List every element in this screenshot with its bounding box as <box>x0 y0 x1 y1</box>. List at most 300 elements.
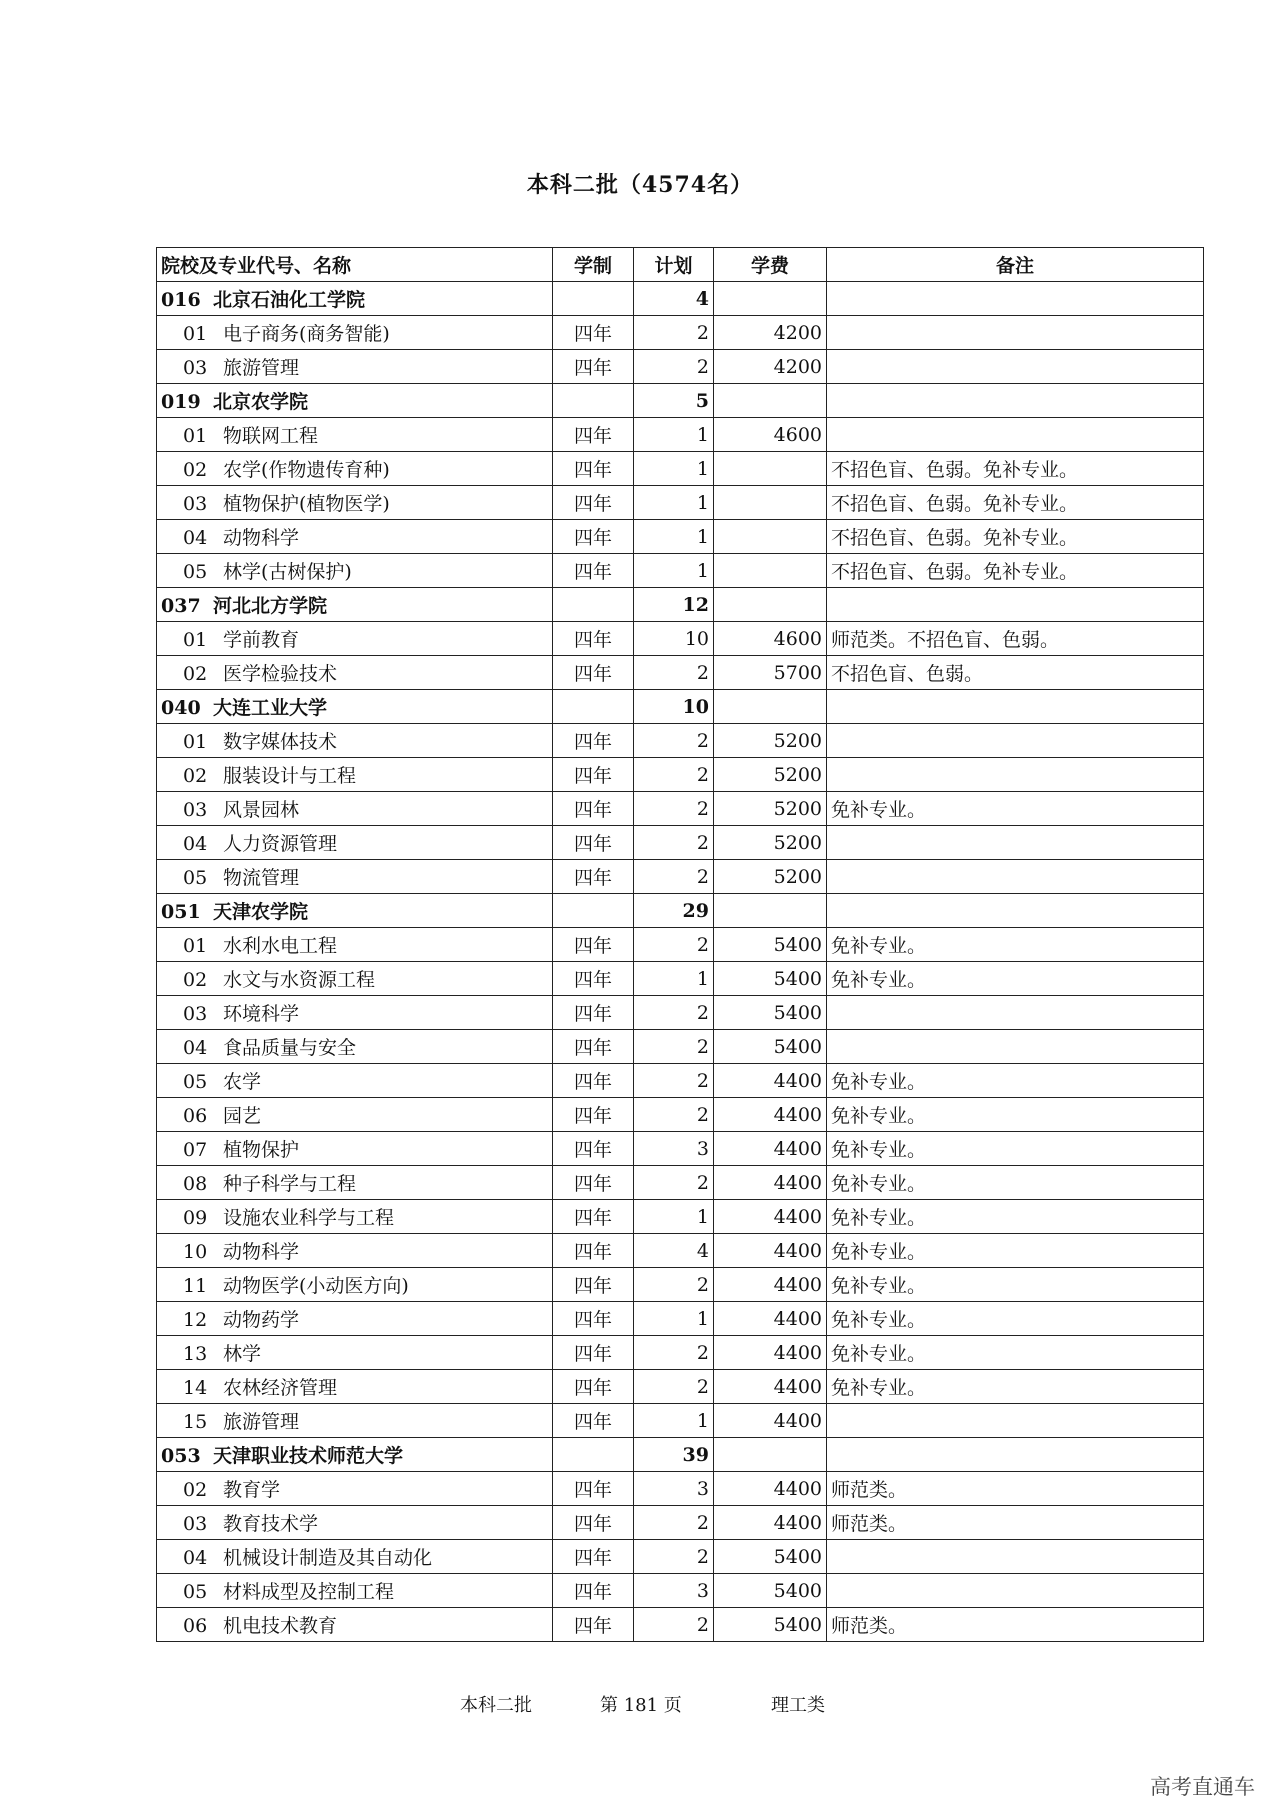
major-note: 免补专业。 <box>827 1336 1204 1370</box>
school-plan: 10 <box>634 690 714 724</box>
school-name: 天津职业技术师范大学 <box>213 1445 404 1467</box>
school-name: 河北北方学院 <box>213 595 328 617</box>
major-row <box>157 860 1204 894</box>
major-plan: 2 <box>634 656 714 690</box>
major-fee: 4400 <box>714 1098 827 1132</box>
major-note <box>827 826 1204 860</box>
major-fee: 4400 <box>714 1336 827 1370</box>
major-code: 05 <box>183 1071 208 1093</box>
major-row <box>157 520 1204 554</box>
major-code: 08 <box>183 1173 208 1195</box>
major-code: 11 <box>183 1275 208 1297</box>
major-row <box>157 350 1204 384</box>
school-plan: 39 <box>634 1438 714 1472</box>
major-name: 物流管理 <box>223 867 300 889</box>
major-fee: 5400 <box>714 996 827 1030</box>
major-fee <box>714 486 827 520</box>
table-body <box>157 282 1204 1642</box>
school-note <box>827 588 1204 622</box>
major-code: 07 <box>183 1139 208 1161</box>
school-code: 040 <box>161 697 201 719</box>
major-row <box>157 1404 1204 1438</box>
school-code: 053 <box>161 1445 201 1467</box>
major-duration: 四年 <box>553 452 634 486</box>
major-fee: 5400 <box>714 1030 827 1064</box>
major-duration: 四年 <box>553 1064 634 1098</box>
major-row <box>157 1302 1204 1336</box>
major-plan: 1 <box>634 554 714 588</box>
major-duration: 四年 <box>553 1200 634 1234</box>
major-note: 不招色盲、色弱。免补专业。 <box>827 520 1204 554</box>
major-name-cell <box>157 826 553 860</box>
major-code: 03 <box>183 493 208 515</box>
major-fee: 4400 <box>714 1268 827 1302</box>
major-row <box>157 1506 1204 1540</box>
major-plan: 2 <box>634 1098 714 1132</box>
major-row <box>157 316 1204 350</box>
major-note: 师范类。 <box>827 1472 1204 1506</box>
major-code: 02 <box>183 663 208 685</box>
major-row <box>157 656 1204 690</box>
major-note: 免补专业。 <box>827 1200 1204 1234</box>
major-fee: 4400 <box>714 1200 827 1234</box>
major-name-cell <box>157 1098 553 1132</box>
major-row <box>157 452 1204 486</box>
major-name: 食品质量与安全 <box>223 1037 357 1059</box>
major-name-cell <box>157 1064 553 1098</box>
major-note <box>827 860 1204 894</box>
page-title: 本科二批（4574名） <box>526 172 754 198</box>
major-name-cell <box>157 1200 553 1234</box>
major-plan: 2 <box>634 350 714 384</box>
major-duration: 四年 <box>553 928 634 962</box>
major-row <box>157 1574 1204 1608</box>
major-code: 02 <box>183 459 208 481</box>
major-name-cell <box>157 1166 553 1200</box>
major-code: 12 <box>183 1309 208 1331</box>
major-row <box>157 622 1204 656</box>
major-name: 人力资源管理 <box>223 833 338 855</box>
major-plan: 2 <box>634 1166 714 1200</box>
major-note <box>827 724 1204 758</box>
major-duration: 四年 <box>553 656 634 690</box>
major-row <box>157 554 1204 588</box>
table-header-row <box>157 248 1204 282</box>
school-duration <box>553 1438 634 1472</box>
major-fee: 4400 <box>714 1234 827 1268</box>
school-fee <box>714 588 827 622</box>
major-plan: 4 <box>634 1234 714 1268</box>
major-name: 机械设计制造及其自动化 <box>223 1547 433 1569</box>
major-duration: 四年 <box>553 520 634 554</box>
major-plan: 2 <box>634 1506 714 1540</box>
major-code: 03 <box>183 1513 208 1535</box>
major-fee <box>714 452 827 486</box>
major-name-cell <box>157 554 553 588</box>
major-duration: 四年 <box>553 1336 634 1370</box>
major-code: 09 <box>183 1207 208 1229</box>
school-row <box>157 1438 1204 1472</box>
major-note <box>827 996 1204 1030</box>
major-plan: 2 <box>634 1030 714 1064</box>
major-row <box>157 826 1204 860</box>
major-name-cell <box>157 860 553 894</box>
major-plan: 10 <box>634 622 714 656</box>
major-name-cell <box>157 1540 553 1574</box>
major-code: 02 <box>183 969 208 991</box>
header-plan: 计划 <box>634 248 714 282</box>
school-fee <box>714 1438 827 1472</box>
major-note: 师范类。 <box>827 1506 1204 1540</box>
school-note <box>827 282 1204 316</box>
major-name-cell <box>157 520 553 554</box>
major-name: 机电技术教育 <box>223 1615 338 1637</box>
footer-batch: 本科二批 <box>460 1695 532 1716</box>
major-fee: 4600 <box>714 622 827 656</box>
major-plan: 2 <box>634 1370 714 1404</box>
major-fee: 5700 <box>714 656 827 690</box>
major-duration: 四年 <box>553 1030 634 1064</box>
school-plan: 5 <box>634 384 714 418</box>
major-code: 01 <box>183 323 208 345</box>
major-name-cell <box>157 486 553 520</box>
major-fee: 4400 <box>714 1506 827 1540</box>
major-code: 14 <box>183 1377 208 1399</box>
major-duration: 四年 <box>553 1132 634 1166</box>
major-row <box>157 1098 1204 1132</box>
school-row <box>157 384 1204 418</box>
school-plan: 12 <box>634 588 714 622</box>
major-row <box>157 486 1204 520</box>
major-fee: 4400 <box>714 1132 827 1166</box>
major-name: 设施农业科学与工程 <box>223 1207 395 1229</box>
major-plan: 1 <box>634 520 714 554</box>
major-code: 04 <box>183 1037 208 1059</box>
enrollment-plan-table <box>156 247 1204 1642</box>
major-name-cell <box>157 1132 553 1166</box>
major-duration: 四年 <box>553 1472 634 1506</box>
school-name: 北京石油化工学院 <box>213 289 366 311</box>
major-name-cell <box>157 1574 553 1608</box>
major-name: 林学 <box>223 1343 262 1365</box>
major-plan: 2 <box>634 928 714 962</box>
school-row <box>157 588 1204 622</box>
major-code: 15 <box>183 1411 208 1433</box>
major-name: 物联网工程 <box>223 425 319 447</box>
major-duration: 四年 <box>553 486 634 520</box>
major-row <box>157 996 1204 1030</box>
school-code: 016 <box>161 289 201 311</box>
major-name-cell <box>157 996 553 1030</box>
major-duration: 四年 <box>553 350 634 384</box>
major-duration: 四年 <box>553 1370 634 1404</box>
major-plan: 1 <box>634 1200 714 1234</box>
major-note: 免补专业。 <box>827 928 1204 962</box>
major-row <box>157 1472 1204 1506</box>
major-fee: 5400 <box>714 1608 827 1642</box>
major-note <box>827 1030 1204 1064</box>
major-note: 免补专业。 <box>827 962 1204 996</box>
major-name-cell <box>157 418 553 452</box>
major-code: 02 <box>183 1479 208 1501</box>
header-fee: 学费 <box>714 248 827 282</box>
major-fee: 5400 <box>714 1540 827 1574</box>
major-name-cell <box>157 928 553 962</box>
school-note <box>827 1438 1204 1472</box>
major-duration: 四年 <box>553 996 634 1030</box>
major-note <box>827 418 1204 452</box>
major-duration: 四年 <box>553 1608 634 1642</box>
major-code: 03 <box>183 1003 208 1025</box>
major-duration: 四年 <box>553 1404 634 1438</box>
school-fee <box>714 282 827 316</box>
header-note: 备注 <box>827 248 1204 282</box>
school-fee <box>714 384 827 418</box>
major-note: 免补专业。 <box>827 1166 1204 1200</box>
major-code: 04 <box>183 527 208 549</box>
major-name-cell <box>157 1506 553 1540</box>
major-row <box>157 962 1204 996</box>
major-duration: 四年 <box>553 724 634 758</box>
school-note <box>827 690 1204 724</box>
major-code: 06 <box>183 1105 208 1127</box>
school-code: 019 <box>161 391 201 413</box>
major-note: 不招色盲、色弱。免补专业。 <box>827 452 1204 486</box>
major-name-cell <box>157 622 553 656</box>
major-name: 服装设计与工程 <box>223 765 357 787</box>
school-name-cell <box>157 588 553 622</box>
major-plan: 2 <box>634 996 714 1030</box>
major-duration: 四年 <box>553 1302 634 1336</box>
major-note: 师范类。 <box>827 1608 1204 1642</box>
major-fee: 4400 <box>714 1370 827 1404</box>
major-code: 04 <box>183 1547 208 1569</box>
major-fee: 5400 <box>714 962 827 996</box>
major-name-cell <box>157 1370 553 1404</box>
major-note: 免补专业。 <box>827 1234 1204 1268</box>
major-duration: 四年 <box>553 622 634 656</box>
major-name: 水文与水资源工程 <box>223 969 376 991</box>
school-note <box>827 384 1204 418</box>
major-name-cell <box>157 350 553 384</box>
major-name: 材料成型及控制工程 <box>223 1581 395 1603</box>
school-fee <box>714 690 827 724</box>
major-duration: 四年 <box>553 1574 634 1608</box>
major-name: 旅游管理 <box>223 357 300 379</box>
major-name: 农学 <box>223 1071 262 1093</box>
school-name: 北京农学院 <box>213 391 309 413</box>
major-note: 不招色盲、色弱。 <box>827 656 1204 690</box>
major-name: 教育技术学 <box>223 1513 319 1535</box>
major-code: 01 <box>183 935 208 957</box>
major-plan: 1 <box>634 418 714 452</box>
school-row <box>157 282 1204 316</box>
school-name: 天津农学院 <box>213 901 309 923</box>
major-code: 13 <box>183 1343 208 1365</box>
major-name-cell <box>157 1404 553 1438</box>
major-fee: 4200 <box>714 350 827 384</box>
major-row <box>157 1200 1204 1234</box>
major-note: 免补专业。 <box>827 792 1204 826</box>
major-note <box>827 758 1204 792</box>
major-note: 师范类。不招色盲、色弱。 <box>827 622 1204 656</box>
school-code: 037 <box>161 595 201 617</box>
major-plan: 1 <box>634 1404 714 1438</box>
major-name-cell <box>157 962 553 996</box>
major-name: 园艺 <box>223 1105 262 1127</box>
major-code: 05 <box>183 561 208 583</box>
major-note <box>827 316 1204 350</box>
major-note: 免补专业。 <box>827 1302 1204 1336</box>
major-plan: 2 <box>634 1064 714 1098</box>
major-code: 01 <box>183 425 208 447</box>
major-row <box>157 758 1204 792</box>
major-name: 动物科学 <box>223 1241 300 1263</box>
major-name: 林学(古树保护) <box>223 561 352 583</box>
major-note: 不招色盲、色弱。免补专业。 <box>827 486 1204 520</box>
major-plan: 2 <box>634 860 714 894</box>
major-name-cell <box>157 724 553 758</box>
school-duration <box>553 282 634 316</box>
major-plan: 2 <box>634 1608 714 1642</box>
major-code: 02 <box>183 765 208 787</box>
major-row <box>157 418 1204 452</box>
major-fee: 5200 <box>714 758 827 792</box>
school-fee <box>714 894 827 928</box>
major-name-cell <box>157 758 553 792</box>
major-plan: 1 <box>634 962 714 996</box>
major-code: 03 <box>183 799 208 821</box>
major-note <box>827 350 1204 384</box>
major-name: 动物医学(小动医方向) <box>223 1275 409 1297</box>
major-row <box>157 1064 1204 1098</box>
major-plan: 3 <box>634 1472 714 1506</box>
major-name: 学前教育 <box>223 629 300 651</box>
school-duration <box>553 894 634 928</box>
major-plan: 2 <box>634 1268 714 1302</box>
major-row <box>157 1540 1204 1574</box>
major-row <box>157 1268 1204 1302</box>
major-duration: 四年 <box>553 962 634 996</box>
major-note: 免补专业。 <box>827 1064 1204 1098</box>
major-name: 环境科学 <box>223 1003 300 1025</box>
major-name: 医学检验技术 <box>223 663 338 685</box>
major-fee: 4400 <box>714 1472 827 1506</box>
major-row <box>157 928 1204 962</box>
major-name-cell <box>157 316 553 350</box>
major-code: 05 <box>183 867 208 889</box>
major-name-cell <box>157 1608 553 1642</box>
major-fee: 5200 <box>714 792 827 826</box>
major-name: 旅游管理 <box>223 1411 300 1433</box>
school-name-cell <box>157 690 553 724</box>
major-plan: 2 <box>634 1540 714 1574</box>
major-note: 免补专业。 <box>827 1370 1204 1404</box>
major-name-cell <box>157 1030 553 1064</box>
major-plan: 1 <box>634 486 714 520</box>
major-fee: 5200 <box>714 724 827 758</box>
major-name: 数字媒体技术 <box>223 731 338 753</box>
major-fee: 4400 <box>714 1302 827 1336</box>
major-name-cell <box>157 1472 553 1506</box>
major-name-cell <box>157 1234 553 1268</box>
school-row <box>157 690 1204 724</box>
major-fee: 4400 <box>714 1064 827 1098</box>
major-code: 01 <box>183 629 208 651</box>
school-name: 大连工业大学 <box>213 697 328 719</box>
major-row <box>157 1234 1204 1268</box>
major-fee: 4400 <box>714 1166 827 1200</box>
major-row <box>157 1030 1204 1064</box>
major-duration: 四年 <box>553 860 634 894</box>
major-name: 电子商务(商务智能) <box>223 323 390 345</box>
major-plan: 1 <box>634 1302 714 1336</box>
major-duration: 四年 <box>553 1540 634 1574</box>
school-name-cell <box>157 384 553 418</box>
major-code: 05 <box>183 1581 208 1603</box>
major-fee <box>714 554 827 588</box>
school-plan: 4 <box>634 282 714 316</box>
major-fee: 5400 <box>714 928 827 962</box>
major-code: 04 <box>183 833 208 855</box>
school-duration <box>553 690 634 724</box>
major-name: 农林经济管理 <box>223 1377 338 1399</box>
major-note <box>827 1540 1204 1574</box>
major-note: 免补专业。 <box>827 1098 1204 1132</box>
major-name: 动物药学 <box>223 1309 300 1331</box>
major-name: 水利水电工程 <box>223 935 338 957</box>
major-plan: 1 <box>634 452 714 486</box>
major-note: 免补专业。 <box>827 1132 1204 1166</box>
school-name-cell <box>157 1438 553 1472</box>
major-name: 教育学 <box>223 1479 281 1501</box>
major-name-cell <box>157 452 553 486</box>
major-fee: 4400 <box>714 1404 827 1438</box>
major-fee: 4600 <box>714 418 827 452</box>
school-duration <box>553 588 634 622</box>
major-note: 不招色盲、色弱。免补专业。 <box>827 554 1204 588</box>
major-plan: 2 <box>634 316 714 350</box>
major-note <box>827 1404 1204 1438</box>
major-duration: 四年 <box>553 418 634 452</box>
major-name: 农学(作物遗传育种) <box>223 459 390 481</box>
major-plan: 2 <box>634 758 714 792</box>
major-name: 动物科学 <box>223 527 300 549</box>
major-plan: 2 <box>634 1336 714 1370</box>
major-duration: 四年 <box>553 1506 634 1540</box>
major-note <box>827 1574 1204 1608</box>
major-note: 免补专业。 <box>827 1268 1204 1302</box>
major-duration: 四年 <box>553 1166 634 1200</box>
major-name-cell <box>157 656 553 690</box>
major-code: 01 <box>183 731 208 753</box>
major-name: 风景园林 <box>223 799 300 821</box>
major-name-cell <box>157 792 553 826</box>
major-fee: 5200 <box>714 860 827 894</box>
major-name: 植物保护 <box>223 1139 300 1161</box>
school-name-cell <box>157 282 553 316</box>
major-duration: 四年 <box>553 1268 634 1302</box>
major-duration: 四年 <box>553 758 634 792</box>
major-name: 植物保护(植物医学) <box>223 493 390 515</box>
school-duration <box>553 384 634 418</box>
major-fee: 5400 <box>714 1574 827 1608</box>
major-fee: 5200 <box>714 826 827 860</box>
footer-page: 第 181 页 <box>600 1695 682 1716</box>
major-row <box>157 724 1204 758</box>
major-code: 10 <box>183 1241 208 1263</box>
major-fee: 4200 <box>714 316 827 350</box>
